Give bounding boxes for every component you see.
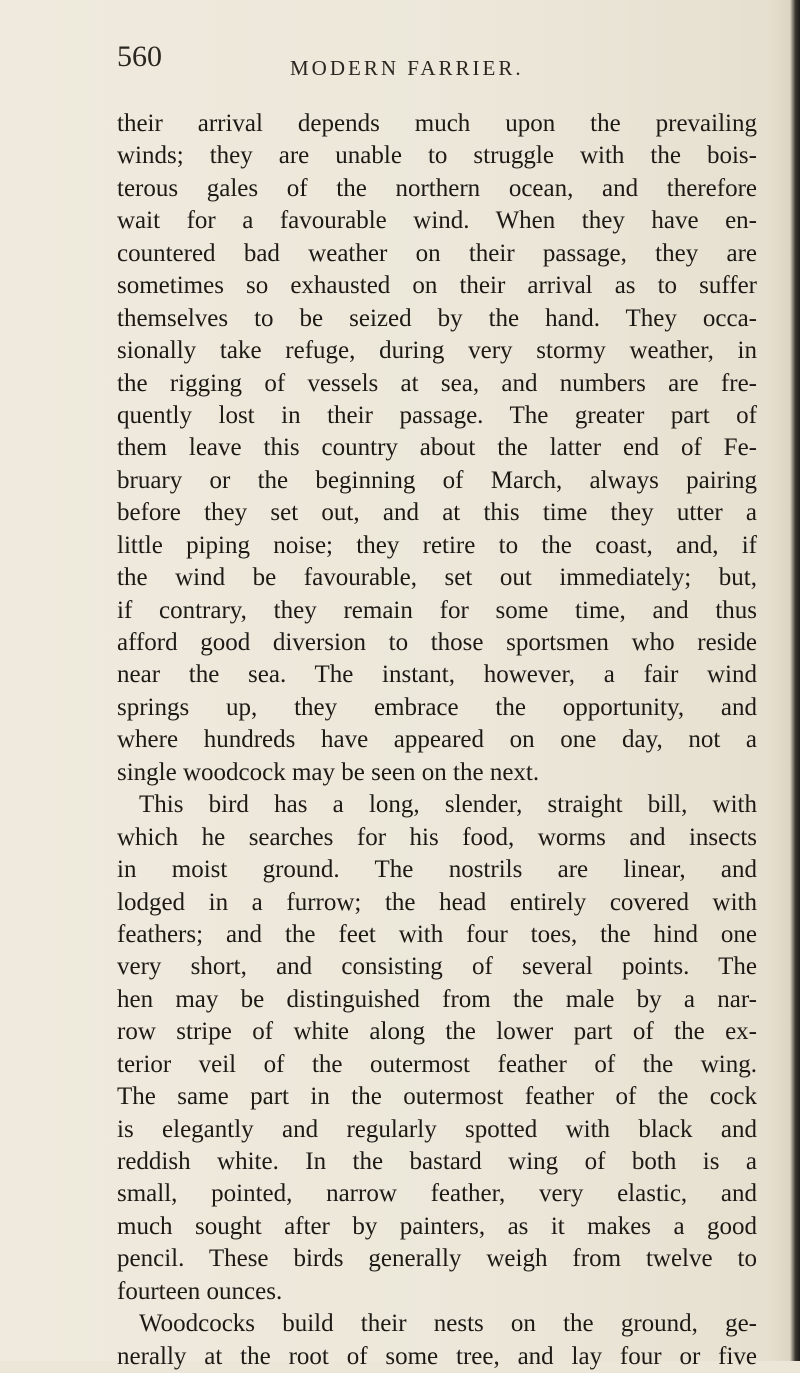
page-number: 560 — [117, 40, 162, 73]
text-line: springs up, they embrace the opportunity, and — [117, 693, 757, 721]
text-line: them leave this country about the latter end of Fe- — [117, 434, 757, 462]
text-line: single woodcock may be seen on the next. — [117, 758, 540, 786]
text-line: small, pointed, narrow feather, very elastic, and — [117, 1180, 757, 1208]
text-line: sometimes so exhausted on their arrival as to suffer — [117, 272, 757, 300]
text-line: reddish white. In the bastard wing of both is a — [117, 1148, 757, 1175]
text-line: themselves to be seized by the hand. They occa- — [117, 304, 757, 332]
text-line: where hundreds have appeared on one day, not a — [117, 726, 757, 754]
running-title: MODERN FARRIER. — [290, 56, 524, 80]
text-line: which he searches for his food, worms and insects — [117, 823, 757, 851]
text-line: This bird has a long, slender, straight bill, with — [139, 791, 757, 819]
text-line: nerally at the root of some tree, and lay four or five — [117, 1342, 757, 1370]
text-line: bruary or the beginning of March, always pairing — [117, 466, 757, 494]
text-line: if contrary, they remain for some time, and thus — [117, 596, 757, 624]
text-line: wait for a favourable wind. When they have en- — [117, 207, 757, 235]
text-line: feathers; and the feet with four toes, the hind one — [117, 920, 757, 948]
text-line: is elegantly and regularly spotted with black and — [117, 1115, 757, 1143]
text-line: afford good diversion to those sportsmen who reside — [117, 629, 757, 656]
text-line: terous gales of the northern ocean, and therefore — [117, 174, 757, 202]
text-line: row stripe of white along the lower part of the ex- — [117, 1018, 757, 1046]
text-line: countered bad weather on their passage, they are — [117, 239, 757, 267]
page-edge-shadow — [790, 0, 800, 1361]
text-line: much sought after by painters, as it makes a good — [117, 1212, 757, 1240]
text-line: near the sea. The instant, however, a fair wind — [117, 661, 757, 689]
text-line: before they set out, and at this time they utter a — [117, 499, 757, 527]
text-line: Woodcocks build their nests on the ground, ge- — [139, 1310, 757, 1338]
text-line: quently lost in their passage. The greater part of — [117, 401, 757, 429]
text-line: in moist ground. The nostrils are linear, and — [117, 856, 757, 884]
text-line: The same part in the outermost feather of the cock — [117, 1083, 757, 1111]
text-line: sionally take refuge, during very stormy weather, in — [117, 337, 757, 365]
text-line: winds; they are unable to struggle with the bois- — [117, 142, 757, 170]
text-line: the wind be favourable, set out immediately; but, — [117, 564, 757, 592]
text-line: terior veil of the outermost feather of the wing. — [117, 1050, 757, 1078]
text-line: the rigging of vessels at sea, and numbers are fre- — [117, 369, 757, 397]
body-text — [117, 108, 757, 1373]
text-line: little piping noise; they retire to the coast, and, if — [117, 531, 757, 559]
text-line: lodged in a furrow; the head entirely covered with — [117, 888, 757, 916]
text-line: very short, and consisting of several points. The — [117, 953, 757, 981]
text-line: their arrival depends much upon the prevailing — [117, 110, 757, 137]
text-line: pencil. These birds generally weigh from twelve to — [117, 1245, 757, 1273]
text-line: hen may be distinguished from the male by a nar- — [117, 985, 757, 1013]
text-line: fourteen ounces. — [117, 1277, 283, 1305]
